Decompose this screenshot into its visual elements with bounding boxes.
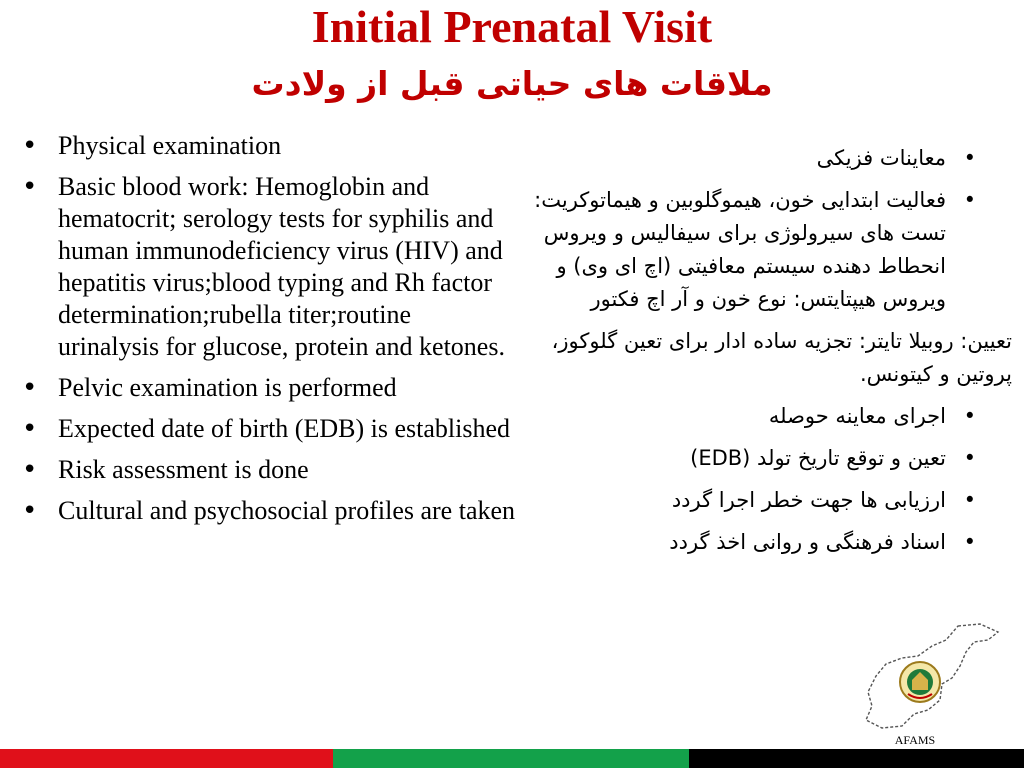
list-item-text: اسناد فرهنگی و روانی اخذ گردد: [669, 530, 946, 554]
list-item-text: Pelvic examination is performed: [58, 373, 397, 402]
afghanistan-map-emblem-icon: [862, 622, 1002, 734]
dari-bullet-list: [524, 142, 1012, 568]
list-item-text: Expected date of birth (EDB) is established: [58, 414, 510, 443]
logo-caption: AFAMS: [894, 733, 936, 747]
bullet-icon: •: [963, 446, 976, 470]
slide-title: Initial Prenatal Visit: [311, 1, 713, 52]
list-item-text: Cultural and psychosocial profiles are taken: [58, 496, 516, 525]
bullet-icon: •: [963, 146, 976, 170]
bullet-icon: •: [963, 530, 976, 554]
list-item-text: اجرای معاینه حوصله: [768, 404, 946, 428]
list-item: [524, 400, 984, 433]
list-item: [18, 495, 518, 527]
footer-bar-black: [689, 749, 1024, 768]
bullet-icon: •: [22, 373, 38, 403]
list-item: [18, 454, 518, 486]
bullet-icon: •: [22, 496, 38, 526]
slide-subtitle-dari: ملاقات های حیاتی قبل از ولادت: [251, 64, 773, 103]
list-item: [18, 130, 518, 162]
bullet-icon: •: [963, 488, 976, 512]
list-item-text: فعالیت ابتدایی خون، هیموگلوبین و هیماتوکریت: تست های سیرولوژی برای سیفالیس و ویروس انحطاط دهنده سیستم معافیتی (اچ ای وی) و ویروس هیپتایتس: نوع خون و آر اچ فکتور: [534, 188, 946, 311]
english-bullet-list: [18, 130, 518, 536]
list-item: [18, 372, 518, 404]
list-item: [524, 142, 984, 175]
list-item-text: تعیین: روبیلا تایتر: تجزیه ساده ادار برای تعین گلوکوز، پروتین و کیتونس.: [551, 329, 1012, 386]
list-item: [18, 171, 518, 363]
list-item: [524, 184, 984, 316]
list-item: [524, 442, 984, 475]
bullet-icon: •: [22, 414, 38, 444]
list-item-text: ارزیابی ها جهت خطر اجرا گردد: [671, 488, 946, 512]
bullet-icon: •: [22, 172, 38, 202]
list-item: [18, 413, 518, 445]
bullet-icon: •: [22, 455, 38, 485]
list-item-text: Risk assessment is done: [58, 455, 309, 484]
bullet-icon: •: [963, 188, 976, 212]
list-item-text: معاینات فزیکی: [816, 146, 946, 170]
list-item-text: Physical examination: [58, 131, 282, 160]
bullet-icon: •: [963, 404, 976, 428]
bullet-icon: •: [22, 131, 38, 161]
footer-bar-red: [0, 749, 333, 768]
list-item-text: Basic blood work: Hemoglobin and hematocrit; serology tests for syphilis and human immunodeficiency virus (HIV) and hepatitis virus;blood typing and Rh factor determination;rubella titer;routine urinalysis for glucose, protein and ketones.: [58, 172, 505, 361]
list-item-text: تعین و توقع تاریخ تولد (EDB): [690, 446, 946, 470]
list-item: [524, 484, 984, 517]
list-item-continuation: [524, 325, 1012, 391]
footer-bar-green: [333, 749, 689, 768]
list-item: [524, 526, 984, 559]
